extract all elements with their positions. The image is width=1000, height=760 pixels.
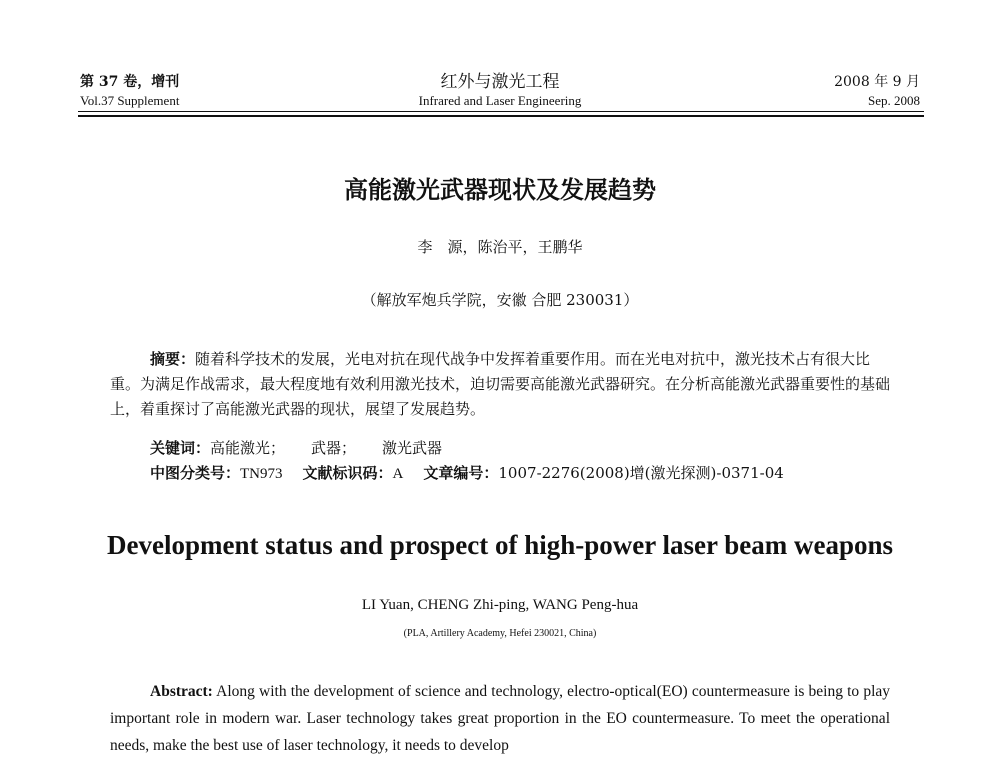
header-rule-thick <box>78 115 924 117</box>
keyword-item: 高能激光； <box>210 439 286 457</box>
abstract-cn-label: 摘要： <box>150 350 196 368</box>
affiliation-en: (PLA, Artillery Academy, Hefei 230021, China) <box>403 628 597 639</box>
authors-en: LI Yuan, CHENG Zhi-ping, WANG Peng-hua <box>361 597 639 613</box>
volume-issue-cn: 第 37 卷，增刊 <box>80 74 180 90</box>
abstract-en <box>110 678 890 759</box>
article-number-value: 1007-2276(2008)增(激光探测)-0371-04 <box>498 464 784 482</box>
volume-issue-en: Vol.37 Supplement <box>80 93 180 108</box>
keyword-item: 武器； <box>311 439 357 457</box>
clc-value: TN973 <box>240 466 283 482</box>
classification-line <box>150 462 784 483</box>
paper-title-cn: 高能激光武器现状及发展趋势 <box>344 176 656 204</box>
keyword-item: 激光武器 <box>382 439 443 457</box>
doc-code-value: A <box>392 466 404 482</box>
doc-code-label: 文献标识码： <box>302 464 393 482</box>
keywords-cn-label: 关键词： <box>150 439 211 457</box>
authors-cn: 李 源，陈治平，王鹏华 <box>417 238 583 256</box>
journal-name-en: Infrared and Laser Engineering <box>418 93 582 108</box>
keywords-cn <box>150 437 442 458</box>
abstract-cn <box>110 347 900 422</box>
abstract-cn-text: 随着科学技术的发展，光电对抗在现代战争中发挥着重要作用。而在光电对抗中，激光技术占有很大比重。为满足作战需求，最大程度地有效利用激光技术，迫切需要高能激光武器研究。在分析高能激光武器重要性的基础上，着重探讨了高能激光武器的现状，展望了发展趋势。 <box>110 350 891 418</box>
affiliation-cn: （解放军炮兵学院，安徽 合肥 230031） <box>361 291 639 309</box>
issue-date-en: Sep. 2008 <box>868 93 920 108</box>
abstract-en-label: Abstract: <box>150 683 213 700</box>
abstract-en-text: Along with the development of science and technology, electro-optical(EO) countermeasure is being to play important role in modern war. Laser technology takes great proportion in the EO countermeasure. To meet the operational needs, make the best use of laser technology, it needs to develop <box>110 683 891 754</box>
issue-date-cn: 2008 年 9 月 <box>834 74 920 90</box>
paper-title-en: Development status and prospect of high-power laser beam weapons <box>106 530 894 560</box>
journal-name-cn: 红外与激光工程 <box>440 72 560 92</box>
header-rule-thin <box>78 111 924 112</box>
clc-label: 中图分类号： <box>150 464 241 482</box>
article-number-label: 文章编号： <box>423 464 499 482</box>
